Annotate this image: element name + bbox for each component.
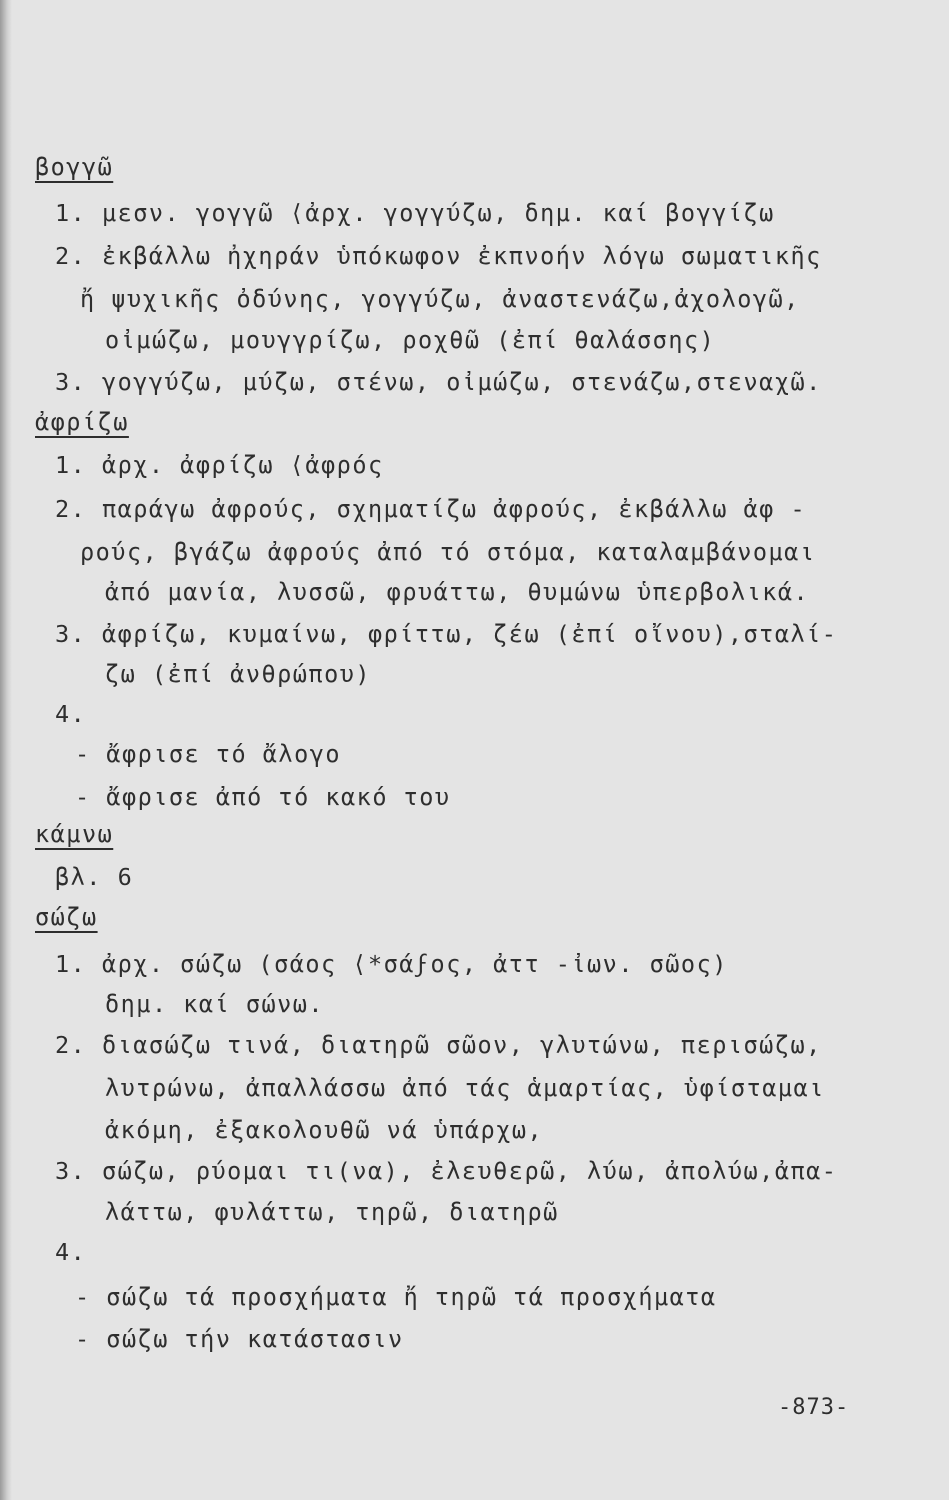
entry-line: 2. ἐκβάλλω ἠχηράν ὑπόκωφον ἐκπνοήν λόγω σωματικῆς: [55, 242, 822, 270]
headword-afrizo: ἀφρίζω: [35, 408, 129, 436]
entry-line: 3. ἀφρίζω, κυμαίνω, φρίττω, ζέω (ἐπί οἴνου),σταλί-: [55, 620, 838, 648]
headword-sozo: σώζω: [35, 903, 98, 931]
entry-line: 2. παράγω ἀφρούς, σχηματίζω ἀφρούς, ἐκβάλλω ἀφ -: [55, 495, 807, 523]
entry-line: 4.: [55, 700, 87, 728]
entry-line: ρούς, βγάζω ἀφρούς ἀπό τό στόμα, καταλαμβάνομαι: [80, 538, 816, 566]
headword-kamno: κάμνω: [35, 820, 114, 848]
entry-line: 1. ἀρχ. ἀφρίζω ⟨ἀφρός: [55, 451, 384, 479]
entry-line: ζω (ἐπί ἀνθρώπου): [105, 660, 372, 688]
entry-line: λυτρώνω, ἀπαλλάσσω ἀπό τάς ἁμαρτίας, ὑφίσταμαι: [105, 1074, 825, 1102]
headword-voggo: βογγῶ: [35, 153, 114, 181]
entry-line: - ἄφρισε τό ἄλογο: [75, 740, 342, 768]
entry-line: - ἄφρισε ἀπό τό κακό του: [75, 783, 451, 811]
entry-line: - σώζω τά προσχήματα ἤ τηρῶ τά προσχήματα: [75, 1283, 717, 1311]
entry-line: βλ. 6: [55, 863, 134, 891]
entry-line: λάττω, φυλάττω, τηρῶ, διατηρῶ: [105, 1198, 559, 1226]
entry-line: ἀπό μανία, λυσσῶ, φρυάττω, θυμώνω ὑπερβολικά.: [105, 578, 810, 606]
page-binding-edge: [0, 0, 12, 1500]
entry-line: - σώζω τήν κατάστασιν: [75, 1325, 404, 1353]
entry-line: 2. διασώζω τινά, διατηρῶ σῶον, γλυτώνω, περισώζω,: [55, 1031, 822, 1059]
entry-line: δημ. καί σώνω.: [105, 990, 325, 1018]
page-number: -873-: [778, 1395, 850, 1420]
entry-line: 3. γογγύζω, μύζω, στένω, οἰμώζω, στενάζω,στεναχῶ.: [55, 368, 822, 396]
entry-line: 1. μεσν. γογγῶ ⟨ἀρχ. γογγύζω, δημ. καί βογγίζω: [55, 199, 775, 227]
entry-line: οἰμώζω, μουγγρίζω, ροχθῶ (ἐπί θαλάσσης): [105, 326, 716, 354]
entry-line: 4.: [55, 1238, 87, 1266]
entry-line: 3. σώζω, ρύομαι τι(να), ἐλευθερῶ, λύω, ἀπολύω,ἀπα-: [55, 1157, 838, 1185]
entry-line: 1. ἀρχ. σώζω (σάος ⟨*σάϝος, ἀττ -ἰων. σῶος): [55, 950, 728, 978]
entry-line: ἤ ψυχικῆς ὀδύνης, γογγύζω, ἀναστενάζω,ἀχολογῶ,: [80, 285, 800, 313]
entry-line: ἀκόμη, ἐξακολουθῶ νά ὑπάρχω,: [105, 1116, 544, 1144]
